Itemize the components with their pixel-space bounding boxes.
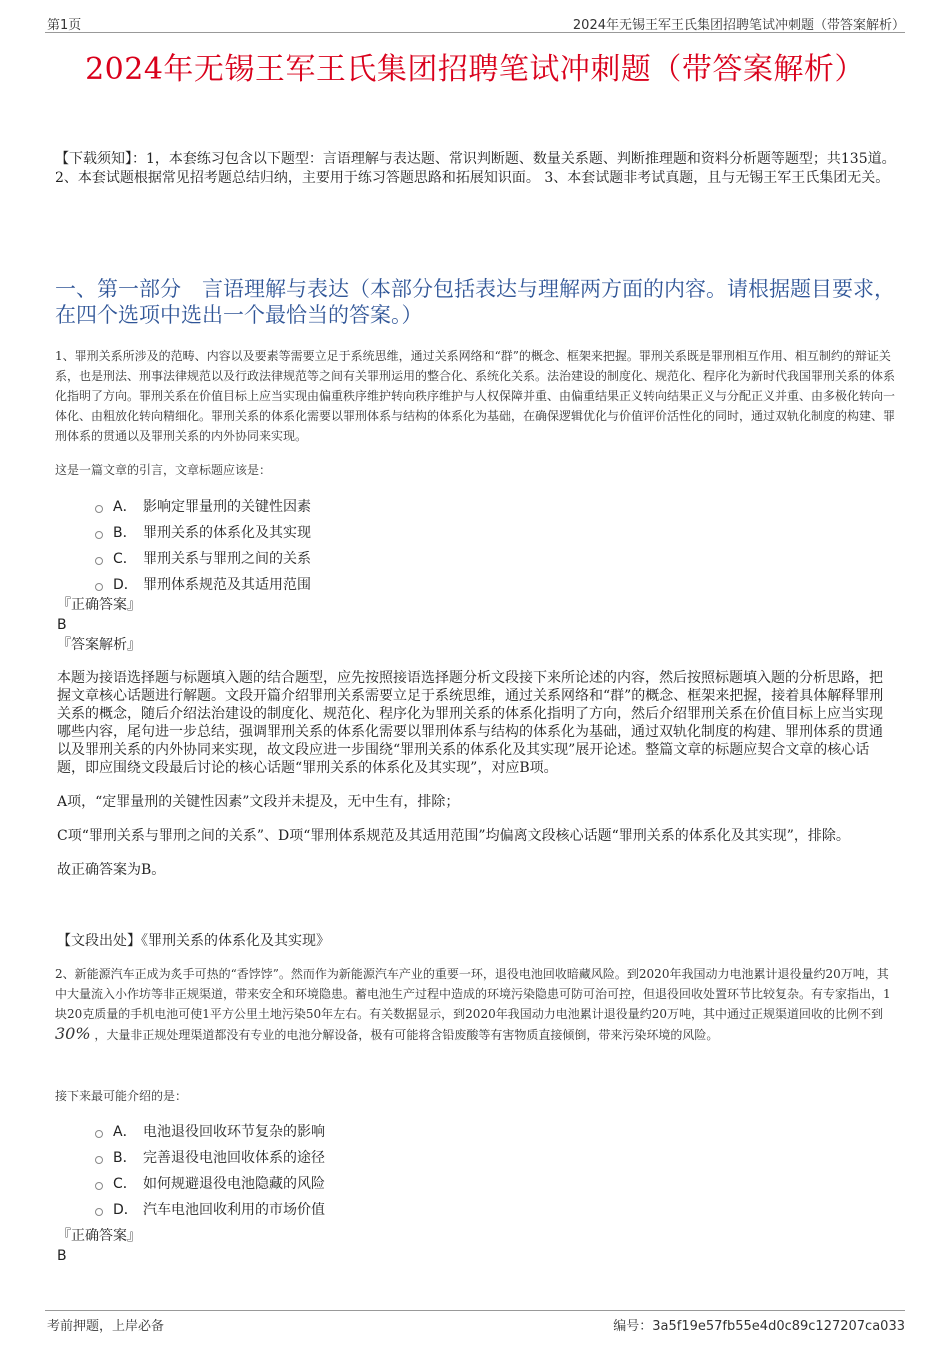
analysis-paragraph: 故正确答案为B。 [57,862,166,878]
radio-icon[interactable] [95,531,103,539]
analysis-paragraph: 本题为接语选择题与标题填入题的结合题型，应先按照接语选择题分析文段接下来所论述的内容，然后按照标题填入题的分析思路，把握文章核心话题进行解题。文段开篇介绍罪刑关系需要立足于系统思维，通过关系网络和“群”的概念、框架来把握，接着具体解释罪刑关系的概念，随后介绍法治建设的制度化、规范化、程序化为罪刑关系的体系化指明了方向，然后介绍罪刑关系在价值目标上应当实现哪些内容，尾句进一步总结，强调罪刑关系的体系化需要以罪刑体系与结构的体系化为基础，通过双轨化制度的构建、罪刑体系的贯通以及罪刑关系的内外协同来实现，故文段应进一步围绕“罪刑关系的体系化及其实现”展开论述。整篇文章的标题应契合文章的核心话题，即应围绕文段最后讨论的核心话题“罪刑关系的体系化及其实现”，对应B项。 [57,670,884,776]
option-c[interactable] [95,545,311,571]
option-text: 影响定罪量刑的关键性因素 [143,499,311,515]
option-letter: D． [113,577,138,593]
document-code: 编号：3a5f19e57fb55e4d0c89c127207ca033 [613,1319,905,1334]
question-1-options [95,493,311,597]
option-letter: C． [113,551,137,567]
answer-label: 『正确答案』 [57,1228,141,1244]
answer-value: B [57,1248,67,1264]
radio-icon[interactable] [95,583,103,591]
question-2-answer [57,1226,141,1266]
option-d[interactable] [95,571,311,597]
answer-label: 『正确答案』 [57,597,141,613]
question-1-answer [57,595,141,655]
footer-divider [45,1310,905,1311]
option-letter: A． [113,1124,137,1140]
question-1-analysis [57,669,887,895]
option-text: 电池退役回收环节复杂的影响 [143,1124,325,1140]
option-text: 完善退役电池回收体系的途径 [143,1150,325,1166]
question-1-text: 1、罪刑关系所涉及的范畴、内容以及要素等需要立足于系统思维，通过关系网络和“群”的概念、框架来把握。罪刑关系既是罪刑相互作用、相互制约的辩证关系，也是刑法、刑事法律规范以及行政法律规范等之间有关罪刑运用的整合化、系统化关系。法治建设的制度化、规范化、程序化为新时代我国罪刑关系的体系化指明了方向。罪刑关系在价值目标上应当实现由偏重秩序维护转向秩序维护与人权保障并重、由偏重结果正义转向结果正义与分配正义并重、由多极化转向一体化、由粗放化转向精细化。罪刑关系的体系化需要以罪刑体系与结构的体系化为基础，在确保逻辑优化与价值评价活性化的同时，通过双轨化制度的构建、罪刑体系的贯通以及罪刑关系的内外协同来实现。 [55,349,896,443]
radio-icon[interactable] [95,1182,103,1190]
header-divider [45,32,905,33]
footer-slogan: 考前押题，上岸必备 [47,1319,165,1334]
download-notice: 【下载须知】：1，本套练习包含以下题型：言语理解与表达题、常识判断题、数量关系题、判断推理题和资料分析题等题型；共135道。 2、本套试题根据常见招考题总结归纳，主要用于练习答题思路和拓展知识面。 3、本套试题非考试真题，且与无锡王军王氏集团无关。 [55,151,896,186]
option-b[interactable] [95,1144,325,1170]
radio-icon[interactable] [95,505,103,513]
option-letter: D． [113,1202,138,1218]
option-letter: B． [113,1150,137,1166]
running-title: 2024年无锡王军王氏集团招聘笔试冲刺题（带答案解析） [572,18,905,33]
option-text: 罪刑关系的体系化及其实现 [143,525,311,541]
radio-icon[interactable] [95,557,103,565]
question-1-prompt: 这是一篇文章的引言，文章标题应该是： [55,463,272,477]
question-2-text [55,964,900,1045]
option-d[interactable] [95,1196,325,1222]
answer-value: B [57,617,67,633]
radio-icon[interactable] [95,1156,103,1164]
option-text: 罪刑体系规范及其适用范围 [143,577,311,593]
option-a[interactable] [95,1118,325,1144]
page-title: 2024年无锡王军王氏集团招聘笔试冲刺题（带答案解析） [85,52,865,87]
question-1-source: 【文段出处】《罪刑关系的体系化及其实现》 [57,933,330,949]
page-number: 第1页 [47,18,82,33]
option-text: 汽车电池回收利用的市场价值 [143,1202,325,1218]
option-letter: B． [113,525,137,541]
question-2-prompt: 接下来最可能介绍的是： [55,1089,188,1103]
option-letter: C． [113,1176,137,1192]
question-2-text-before: 2、新能源汽车正成为炙手可热的“香饽饽”。然而作为新能源汽车产业的重要一环，退役电池回收暗藏风险。到2020年我国动力电池累计退役量约20万吨，其中大量流入小作坊等非正规渠道，带来安全和环境隐患。蓄电池生产过程中造成的环境污染隐患可防可治可控，但退役回收处置环节比较复杂。有专家指出，1块20克质量的手机电池可使1平方公里土地污染50年左右。有关数据显示，到2020年我国动力电池累计退役量约20万吨，其中通过正规渠道回收的比例不到 [55,967,891,1021]
percent-value: 30% [55,1024,91,1043]
option-c[interactable] [95,1170,325,1196]
question-2-options [95,1118,325,1222]
option-text: 罪刑关系与罪刑之间的关系 [143,551,311,567]
option-b[interactable] [95,519,311,545]
radio-icon[interactable] [95,1208,103,1216]
section-heading: 一、第一部分 言语理解与表达（本部分包括表达与理解两方面的内容。请根据题目要求，在四个选项中选出一个最恰当的答案。） [55,277,895,327]
option-a[interactable] [95,493,311,519]
option-text: 如何规避退役电池隐藏的风险 [143,1176,325,1192]
option-letter: A． [113,499,137,515]
analysis-paragraph: A项，“定罪量刑的关键性因素”文段并未提及，无中生有，排除； [57,794,460,810]
analysis-label: 『答案解析』 [57,637,141,653]
analysis-paragraph: C项“罪刑关系与罪刑之间的关系”、D项“罪刑体系规范及其适用范围”均偏离文段核心话题“罪刑关系的体系化及其实现”，排除。 [57,828,850,844]
question-2-text-after: ，大量非正规处理渠道都没有专业的电池分解设备，极有可能将含铅废酸等有害物质直接倾倒，带来污染环境的风险。 [94,1028,719,1042]
radio-icon[interactable] [95,1130,103,1138]
